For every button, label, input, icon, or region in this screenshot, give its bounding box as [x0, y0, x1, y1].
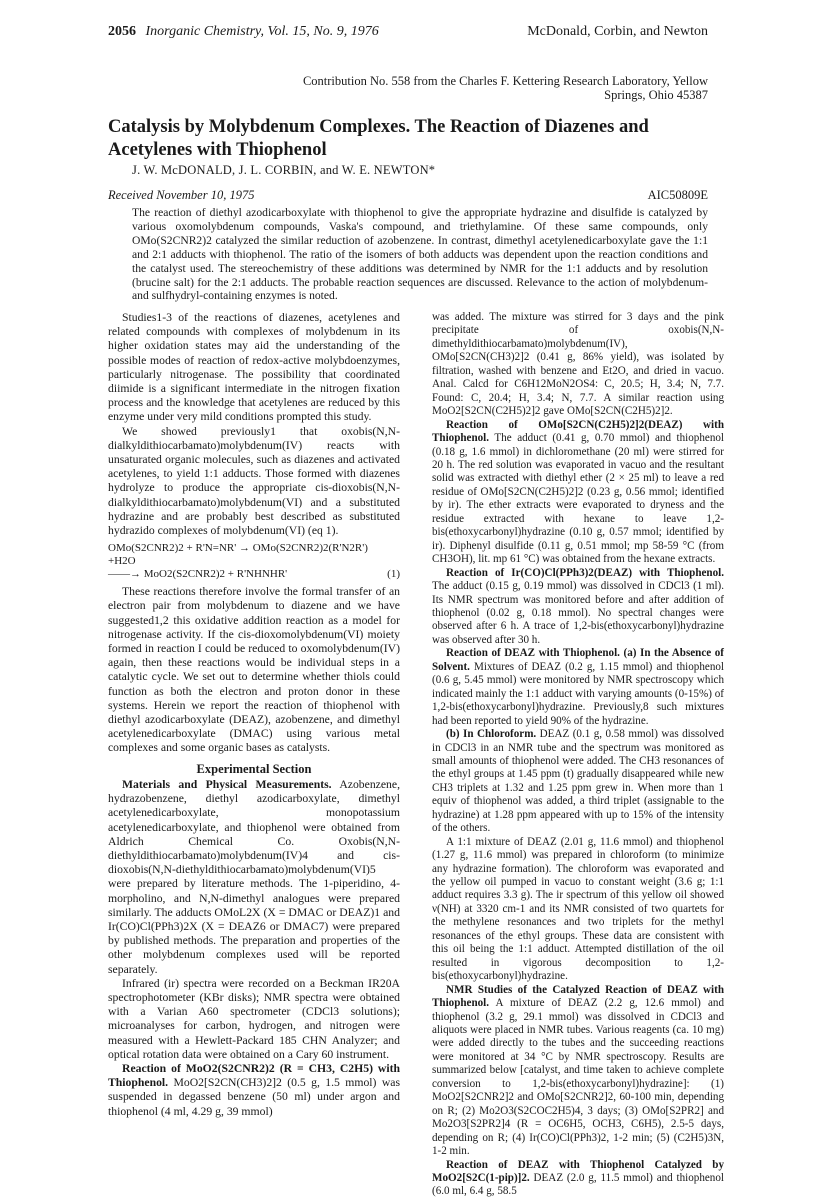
- received-date: Received November 10, 1975: [108, 188, 255, 202]
- omo-deaz-lead: Reaction of OMo[S2CN(C2H5)2]2(DEAZ) with Thiophenol.: [432, 418, 724, 445]
- equation-1: [108, 542, 400, 581]
- running-header-authors: McDonald, Corbin, and Newton: [527, 24, 708, 39]
- deaz-no-solvent-text: Mixtures of DEAZ (0.2 g, 1.15 mmol) and thiophenol (0.6 g, 5.45 mmol) were monitored by NMR spectroscopy which indicated mainly the 1:1 adduct with varying amounts (0-15%) of 1,2-bis(ethoxycarbonyl)hydrazine. Previously,8 such mixtures had been reported to yield 90% of the hydrazine.: [432, 660, 724, 727]
- intro-paragraph-3: These reactions therefore involve the formal transfer of an electron pair from molybdenum to diazene and we have suggested1,2 this oxidative addition reaction as a model for nitrogenase activity. If the cis-dioxomolybdenum(VI) moiety formed in reaction I could be reduced to oxomolybdenum(IV) again, then these reactions would be individual steps in a catalytic cycle. We set out to determine whether thiols could function as both the electron and proton donor in these systems. Herein we report the reaction of thiophenol with diethyl azodicarboxylate (DEAZ), azobenzene, and dimethyl acetylenedicarboxylate (DMAC) using various metal complexes and some organic bases as catalysts.: [108, 585, 400, 755]
- omo-deaz-paragraph: [432, 419, 724, 567]
- deaz-no-solvent-lead: Reaction of DEAZ with Thiophenol. (a) In the Absence of Solvent.: [432, 647, 724, 673]
- materials-text: Azobenzene, hydrazobenzene, diethyl azodicarboxylate, dimethyl acetylenedicarboxylate, monopotassium acetylenedicarboxylate, and thiophenol were obtained from Aldrich Chemical Co. Oxobis(N,N-diethyldithiocarbamato)molybdenum(IV)4 and cis-dioxobis(N,N-diethyldithiocarbamato)molybdenum(VI)5 were prepared by literature methods. The 1-piperidino, 4-morpholino, and N,N-dimethyl analogues were prepared similarly. The adducts OMoL2X (X = DMAC or DEAZ)1 and Ir(CO)Cl(PPh3)2X (X = DEAZ6 or DMAC7) were prepared by published methods. The preparation and properties of the other molybdenum complexes used will be reported separately.: [108, 777, 400, 976]
- article-title: Catalysis by Molybdenum Complexes. The Reaction of Diazenes and Acetylenes with Thiophenol: [108, 117, 649, 160]
- right-column: [432, 311, 724, 1199]
- equation-line-2: +H2O: [108, 555, 136, 568]
- moo2-reaction-paragraph: [108, 1062, 400, 1119]
- aic-code: AIC50809E: [647, 188, 708, 202]
- running-header-left: [108, 24, 379, 40]
- page-number: 2056: [108, 24, 136, 39]
- materials-paragraph: [108, 778, 400, 977]
- deaz-chloroform-text: DEAZ (0.1 g, 0.58 mmol) was dissolved in CDCl3 in an NMR tube and the spectrum was monitored as small amounts of thiophenol were added. The CH3 resonances of the ethyl groups at 1.45 ppm (t) gradually disappeared while new CH3 triplets at 1.32 and 1.25 ppm grew in. When more than 1 equiv of thiophenol was added, a third triplet (assignable to the hydrazine) at 1.28 ppm appeared with up to 15% of the intensity of the others.: [432, 728, 725, 835]
- author-list: J. W. McDONALD, J. L. CORBIN, and W. E. NEWTON*: [132, 163, 436, 177]
- materials-lead: Materials and Physical Measurements.: [122, 777, 332, 791]
- intro-paragraph-2: We showed previously1 that oxobis(N,N-dialkyldithiocarbamato)molybdenum(IV) reacts with unsaturated organic molecules, such as diazenes and activated acetylenes, to yield 1:1 adducts. Those formed with diazenes hydrolyze to produce the appropriate cis-dioxobis(N,N-dialkyldithiocarbamato)molybdenum(VI) and a substituted hydrazine and are probably best described as substituted hydrazido complexes of molybdenum(VI) (eq 1).: [108, 424, 400, 538]
- ir-deaz-text: The adduct (0.15 g, 0.19 mmol) was dissolved in CDCl3 (1 ml). Its NMR spectrum was monitored before and after addition of thiophenol (0.02 g, 0.18 mmol). No spectral changes were observed after 6 h. A trace of 1,2-bis(ethoxycarbonyl)hydrazine was observed after 30 h.: [432, 580, 724, 646]
- contribution-note: Contribution No. 558 from the Charles F. Kettering Research Laboratory, Yellow Springs, Ohio 45387: [302, 74, 708, 102]
- equation-line-1: OMo(S2CNR2)2 + R'N=NR' → OMo(S2CNR2)2(R'N2R'): [108, 542, 368, 555]
- deaz-chloroform-paragraph: [432, 728, 724, 836]
- continuation-paragraph: was added. The mixture was stirred for 3 days and the pink precipitate of oxobis(N,N-dimethyldithiocarbamato)molybdenum(IV), OMo[S2CN(CH3)2]2 (0.41 g, 86% yield), was isolated by filtration, washed with benzene and Et2O, and dried in vacuo. Anal. Calcd for C6H12MoN2OS4: C, 20.5; H, 3.4; N, 7.7. Found: C, 20.4; H, 3.4; N, 7.7. A similar reaction using MoO2[S2CN(C2H5)2]2 gave OMo[S2CN(C2H5)2]2.: [432, 311, 724, 418]
- moo2-reaction-lead: Reaction of MoO2(S2CNR2)2 (R = CH3, C2H5) with Thiophenol.: [108, 1061, 400, 1090]
- nmr-studies-lead: NMR Studies of the Catalyzed Reaction of DEAZ with Thiophenol.: [432, 983, 724, 1010]
- equation-number: (1): [387, 568, 400, 581]
- deaz-no-solvent-paragraph: [432, 647, 724, 728]
- omo-deaz-text: The adduct (0.41 g, 0.70 mmol) and thiophenol (0.18 g, 1.6 mmol) in dichloromethane (20 ml) were stirred for 20 h. The red solution was evaporated in vacuo and the resultant solid was extracted with diethyl ether (2 × 25 ml) to leave a red residue of OMo[S2CN(C2H5)2]2 (0.23 g, 0.56 mmol; identified by ir). The ether extracts were evaporated to dryness and the residue extracted with hexane to leave 1,2-bis(ethoxycarbonyl)hydrazine (0.10 g, 0.57 mmol; identified by ir). Diphenyl disulfide (0.11 g, 0.51 mmol; mp 58-59 °C (from CH3OH), lit. mp 61 °C) was obtained from the hexane extracts.: [432, 432, 724, 566]
- ir-deaz-lead: Reaction of Ir(CO)Cl(PPh3)2(DEAZ) with Thiophenol.: [446, 566, 724, 579]
- intro-paragraph-1: Studies1-3 of the reactions of diazenes, acetylenes and related compounds with complexes of molybdenum in its higher oxidation states may aid the understanding of the possible modes of reaction of redox-active molybdoenzymes, particularly nitrogenase. The possibility that coordinated diimide is a significant intermediate in the nitrogen fixation process and the knowledge that acetylenes are reduced by this enzyme under very mild conditions prompted this study.: [108, 311, 400, 424]
- catalyzed-reaction-paragraph: [432, 1159, 724, 1199]
- abstract: The reaction of diethyl azodicarboxylate with thiophenol to give the appropriate hydrazine and disulfide is catalyzed by various oxomolybdenum compounds, Vaska's compound, and triethylamine. Of these same compounds, only OMo(S2CNR2)2 catalyzed the similar reduction of azobenzene. In contrast, dimethyl acetylenedicarboxylate gave the 1:1 and 2:1 adducts with thiophenol. The ratio of the isomers of both adducts was dependent upon the reaction conditions and the catalyst used. The stereochemistry of these additions was determined by NMR for the 1:1 adducts and by resolution (brucine salt) for the 2:1 adducts. The probable reaction sequences are discussed. Relevance to the action of molybdenum- and sulfhydryl-containing enzymes is noted.: [132, 206, 708, 303]
- catalyzed-reaction-lead: Reaction of DEAZ with Thiophenol Catalyzed by MoO2[S2C(1-pip)]2.: [432, 1158, 724, 1184]
- instrumentation-paragraph: Infrared (ir) spectra were recorded on a Beckman IR20A spectrophotometer (KBr disks); NMR spectra were obtained with a Varian A60 spectrometer (CDCl3 solutions); microanalyses for carbon, hydrogen, and nitrogen were measured with a Hewlett-Packard 185 CHN Analyzer; and optical rotation data were obtained on a Cary 60 instrument.: [108, 976, 400, 1061]
- journal-citation: Inorganic Chemistry, Vol. 15, No. 9, 1976: [145, 24, 379, 39]
- equation-line-3: ——→ MoO2(S2CNR2)2 + R'NHNHR': [108, 568, 288, 581]
- adduct-paragraph: A 1:1 mixture of DEAZ (2.01 g, 11.6 mmol) and thiophenol (1.27 g, 11.6 mmol) was prepared in chloroform (to minimize any hydrazine formation). The chloroform was evaporated and the yellow oil pumped in vacuo to constant weight (3.6 g; 1:1 adduct requires 3.3 g). The ir spectrum of this yellow oil showed ν(NH) at 3320 cm-1 and its NMR consisted of two quartets for the methylene resonances and two triplets for the methyl resonances of the ethyl groups. These data are consistent with this oil being the 1:1 adduct. Attempted distillation of the oil resulted in vigorous decomposition to 1,2-bis(ethoxycarbonyl)hydrazine.: [432, 835, 724, 983]
- moo2-reaction-text: MoO2[S2CN(CH3)2]2 (0.5 g, 1.5 mmol) was suspended in degassed benzene (50 ml) under argon and thiophenol (4 ml, 4.29 g, 39 mmol): [108, 1076, 400, 1118]
- catalyzed-reaction-text: DEAZ (2.0 g, 11.5 mmol) and thiophenol (6.0 ml, 6.4 g, 58.5: [432, 1172, 724, 1198]
- deaz-chloroform-lead: (b) In Chloroform.: [446, 728, 537, 741]
- section-heading: Experimental Section: [196, 761, 312, 776]
- left-column: [108, 311, 400, 1119]
- nmr-studies-paragraph: [432, 984, 724, 1159]
- nmr-studies-text: A mixture of DEAZ (2.2 g, 12.6 mmol) and thiophenol (3.2 g, 29.1 mmol) was dissolved in CDCl3 and aliquots were placed in NMR tubes. Various reagents (ca. 10 mg) were added directly to the tubes and the succeeding reactions were monitored at 34 °C by NMR spectroscopy. Results are summarized below [catalyst, and time taken to achieve complete conversion to 1,2-bis(ethoxycarbonyl)hydrazine]: (1) MoO2[S2CNR2]2 and OMo[S2CNR2]2, 60-100 min, depending on R; (2) Mo2O3(S2COC2H5)4, 3 days; (3) OMo[S2PR2] and Mo2O3[S2PR2]4 (R = OC6H5, OCH3, C6H5), 2.5-5 days, depending on R; (4) Ir(CO)Cl(PPh3)2, 1-2 min; (5) (C2H5)3N, 1-2 min.: [432, 997, 724, 1158]
- ir-deaz-paragraph: [432, 567, 724, 648]
